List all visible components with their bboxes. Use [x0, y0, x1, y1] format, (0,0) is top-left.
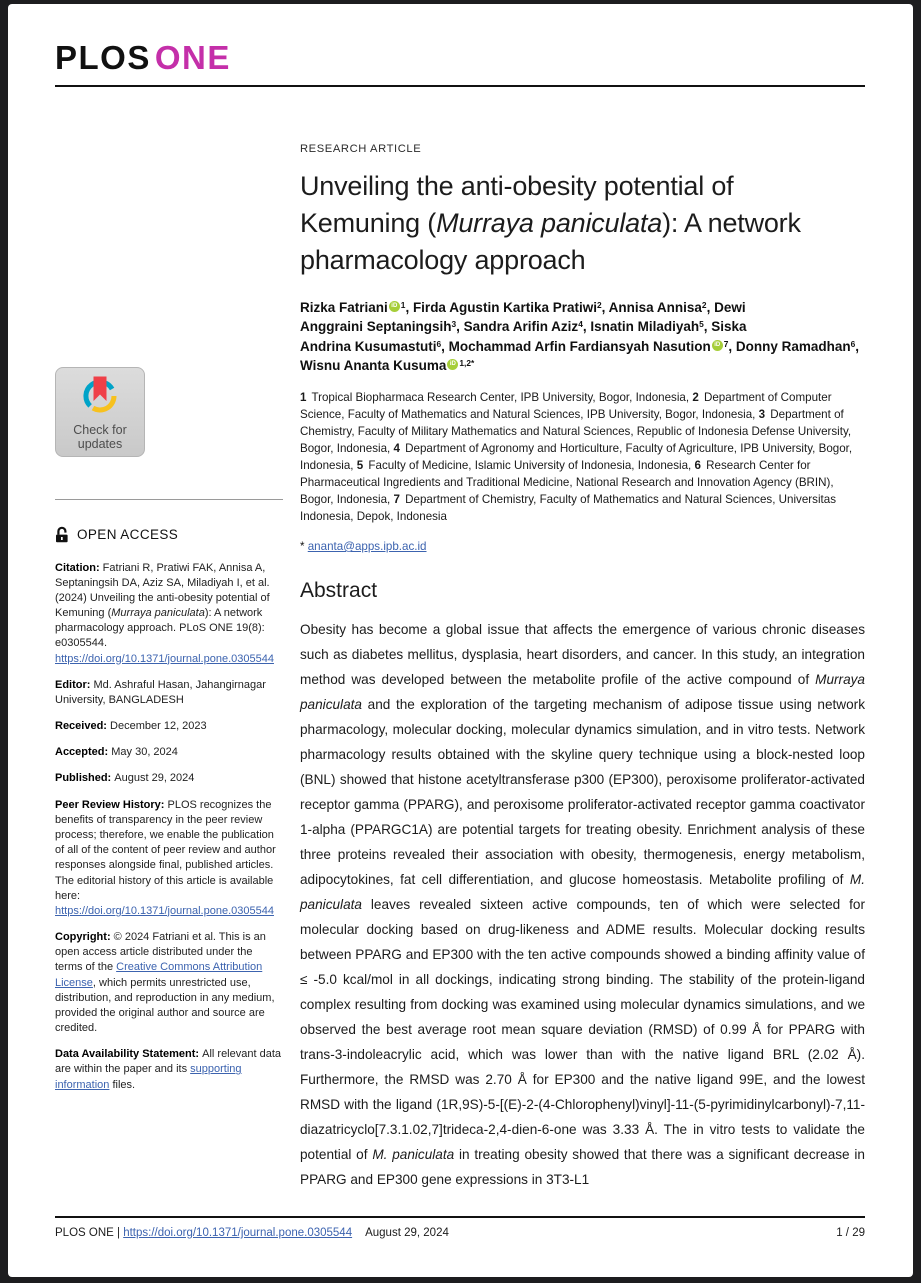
text-segment: , Donny Ramadhan — [728, 338, 851, 354]
text-segment: Department of Chemistry, Faculty of Military Mathematics and Natural Sciences, Republic of Indonesia Defense University, Bogor, Indonesia, — [300, 407, 852, 455]
pdf-page — [8, 4, 913, 1277]
text-segment: All relevant data are within the paper and its — [55, 1048, 282, 1076]
badge-label-line1: Check for — [73, 422, 127, 437]
corresponding-email — [300, 540, 865, 553]
text-segment: Andrina Kusumastuti — [300, 338, 437, 354]
text-segment: August 29, 2024 — [365, 1227, 449, 1240]
text-segment: , Mochammad Arfin Fardiansyah Nasution — [441, 338, 711, 354]
orcid-icon[interactable]: iD — [447, 359, 458, 370]
editor-note — [55, 678, 283, 708]
open-access-label: OPEN ACCESS — [77, 526, 179, 542]
text-segment: Peer Review History: — [55, 798, 168, 811]
text-segment: Accepted: — [55, 746, 112, 759]
received-date — [55, 719, 283, 734]
cc-license-link[interactable]: Creative Commons Attribution License — [55, 961, 263, 989]
check-for-updates-badge[interactable] — [55, 367, 145, 457]
text-segment: PLOS ONE | — [55, 1227, 124, 1240]
text-segment: Faculty of Medicine, Islamic University of Indonesia, Indonesia, — [365, 458, 695, 472]
text-segment: © 2024 Fatriani et al. This is an open access article distributed under the terms of the — [55, 931, 266, 974]
text-segment: Department of Agronomy and Horticulture, Faculty of Agriculture, IPB University, Bogor, Indonesia, — [300, 441, 853, 472]
data-availability-note — [55, 1047, 283, 1093]
text-segment: , Dewi — [706, 299, 746, 315]
text-segment: Anggraini Septaningsih — [300, 319, 452, 335]
text-segment: 7 — [723, 338, 729, 349]
left-sidebar — [55, 87, 283, 1104]
text-segment: ): A network pharmacology approach. PLoS ONE 19(8): e0305544. — [55, 607, 265, 650]
content-columns — [55, 87, 865, 1216]
text-segment: May 30, 2024 — [111, 746, 178, 759]
copyright-note — [55, 930, 283, 1036]
citation-doi-link[interactable]: https://doi.org/10.1371/journal.pone.0305544 — [55, 652, 274, 665]
text-segment: 7 — [393, 492, 400, 506]
text-segment: Rizka Fatriani — [300, 299, 388, 315]
text-segment: Murraya paniculata — [436, 207, 663, 238]
text-segment: 2 — [692, 390, 699, 404]
text-segment: Fatriani R, Pratiwi FAK, Annisa A, Septaningsih DA, Aziz SA, Miladiyah I, et al. (2024) Unveiling the anti-obesity potential of Kemuning ( — [55, 561, 270, 620]
text-segment: leaves revealed sixteen active compounds, ten of which were selected for molecular docking based on drug-likeness and ADME results. Molecular docking results between PPARG and EP300 with the ten active compounds showed a binding affinity value of ≤ -5.0 kcal/mol in all dockings, indicating strong binding. The stability of the protein-ligand complex resulting from docking was examined using molecular dynamics simulations, and we observed the best average root mean square deviation (RMSD) of 0.99 Å for PPARG with trans-3-indoleacrylic acid, which was lower than with the native ligand BRL (2.02 Å). Furthermore, the RMSD was 2.70 Å for EP300 and the native ligand 99E, and the lowest RMSD with the ligand (1R,9S)-5-[(E)-2-(4-Chlorophenyl)vinyl]-11-(5-pyrimidinylcarbonyl)-7,11-diazatricyclo[7.3.1.02,7]trideca-2,4-dien-6-one was 3.33 Å. The in vitro tests to validate the potential of — [300, 897, 865, 1163]
text-segment: Citation: — [55, 561, 103, 574]
footer-row — [55, 1227, 865, 1239]
logo-one-text: ONE — [154, 39, 231, 76]
peer-review-note — [55, 798, 283, 919]
text-segment: 2 — [596, 299, 602, 310]
text-segment: * — [471, 358, 475, 369]
text-segment: Kemuning ( — [300, 207, 437, 238]
text-segment: , Siska — [703, 319, 747, 335]
text-segment: Published: — [55, 772, 115, 785]
text-segment: Department of Chemistry, Faculty of Mathematics and Natural Sciences, Universitas Indonesia, Depok, Indonesia — [300, 492, 836, 524]
text-segment: 6 — [694, 458, 701, 472]
text-segment: 2 — [701, 299, 707, 310]
published-date — [55, 771, 283, 786]
orcid-icon[interactable]: iD — [712, 340, 723, 351]
text-segment: files. — [109, 1078, 136, 1091]
text-segment: Wisnu Ananta Kusuma — [300, 358, 447, 374]
text-segment: , Annisa Annisa — [601, 299, 702, 315]
affiliation-list — [300, 389, 865, 525]
text-segment: Research Center for Pharmaceutical Ingredients and Traditional Medicine, National Research and Innovation Agency (BRIN), Bogor, Indonesia, — [300, 458, 834, 506]
crossmark-icon — [77, 375, 123, 421]
badge-label — [73, 423, 127, 451]
page-footer — [55, 1216, 865, 1277]
text-segment: and the exploration of the targeting mechanism of adipose tissue using network pharmacology, molecular docking, molecular dynamics simulation, and in vitro tests. Network pharmacology results obtained with the skyline query technique using a block-nested loop (BNL) showed that histone acetyltransferase p300 (EP300), peroxisome proliferator-activated receptor gamma (PPARG), and peroxisome proliferator-activated receptor gamma coactivator 1-alpha (PPARGC1A) are potential targets for treating obesity. Enrichment analysis of these three proteins revealed their association with obesity, thermogenesis, energy metabolism, adipocytokines, fat cell differentiation, and glucose homeostasis. Metabolite profiling of — [300, 697, 865, 888]
text-segment: Murraya paniculata — [111, 607, 205, 620]
text-segment: 1,2 — [459, 358, 472, 369]
abstract-heading: Abstract — [300, 579, 378, 603]
open-access-row — [55, 526, 283, 543]
text-segment: , Firda Agustin Kartika Pratiwi — [405, 299, 597, 315]
text-segment: pharmacology approach — [300, 244, 586, 275]
text-segment: Obesity has become a global issue that affects the emergence of various chronic diseases such as diabetes mellitus, dysplasia, heart disorders, and cancer. In this study, an integration method was developed between the metabolite profile of the active compound of — [300, 622, 865, 688]
article-title — [300, 168, 865, 279]
text-segment: 3 — [758, 407, 766, 421]
research-article-kicker: RESEARCH ARTICLE — [300, 142, 422, 155]
plos-one-logo — [55, 38, 865, 78]
abstract-text — [300, 617, 865, 1216]
text-segment: 1 — [400, 299, 406, 310]
sidebar-rule — [55, 499, 283, 500]
text-segment: 4 — [578, 319, 583, 330]
text-segment: 5 — [699, 319, 704, 330]
text-segment: 3 — [451, 319, 457, 330]
author-list — [300, 298, 865, 376]
accepted-date — [55, 745, 283, 760]
text-segment: 5 — [356, 458, 364, 472]
citation-note — [55, 561, 283, 667]
email-link[interactable]: ananta@apps.ipb.ac.id — [307, 540, 427, 554]
text-segment: Received: — [55, 720, 111, 733]
text-segment: Tropical Biopharmaca Research Center, IPB University, Bogor, Indonesia, — [308, 390, 693, 404]
text-segment: Md. Ashraful Hasan, Jahangirnagar University, BANGLADESH — [55, 678, 266, 706]
text-segment: December 12, 2023 — [110, 720, 207, 733]
text-segment: , Sandra Arifin Aziz — [456, 319, 579, 335]
footer-journal-line — [55, 1227, 449, 1239]
text-segment: * — [300, 540, 308, 554]
text-segment: ): A network — [662, 207, 801, 238]
text-segment: in treating obesity showed that there was a significant decrease in PPARG and EP300 gene expressions in 3T3-L1 — [300, 1147, 865, 1188]
footer-doi-link[interactable]: https://doi.org/10.1371/journal.pone.0305544 — [123, 1227, 353, 1240]
journal-header — [55, 4, 865, 87]
text-segment: 6 — [850, 338, 856, 349]
text-segment: PLOS recognizes the benefits of transparency in the peer review process; therefore, we enable the publication of all of the content of peer review and author responses alongside final, published articles. The editorial history of this article is available here: — [55, 798, 276, 902]
text-segment: 6 — [436, 338, 442, 349]
text-segment: Unveiling the anti-obesity potential of — [300, 170, 734, 201]
page-number: 1 / 29 — [836, 1227, 865, 1240]
orcid-icon[interactable]: iD — [389, 301, 400, 312]
text-segment: Copyright: — [55, 931, 114, 944]
text-segment: M. paniculata — [372, 1147, 455, 1163]
text-segment: , which permits unrestricted use, distribution, and reproduction in any medium, provided the original author and source are credited. — [55, 976, 275, 1035]
text-segment: Department of Computer Science, Faculty of Mathematics and Natural Sciences, IPB University, Bogor, Indonesia, — [300, 390, 832, 421]
supporting-info-link[interactable]: supporting information — [55, 1063, 242, 1091]
text-segment: Murraya paniculata — [300, 672, 865, 713]
text-segment: 1 — [300, 390, 307, 404]
badge-label-line2: updates — [77, 436, 123, 451]
text-segment: August 29, 2024 — [114, 772, 195, 785]
text-segment: M. paniculata — [300, 872, 865, 913]
text-segment: , Isnatin Miladiyah — [582, 319, 700, 335]
article-main — [300, 87, 865, 1216]
text-segment: , — [855, 338, 860, 354]
text-segment: 4 — [393, 441, 400, 455]
text-segment: Editor: — [55, 678, 94, 691]
logo-plos-text: PLOS — [55, 39, 151, 76]
peer-review-doi-link[interactable]: https://doi.org/10.1371/journal.pone.0305544 — [55, 904, 274, 917]
text-segment: Data Availability Statement: — [55, 1048, 203, 1061]
open-lock-icon — [55, 526, 70, 543]
